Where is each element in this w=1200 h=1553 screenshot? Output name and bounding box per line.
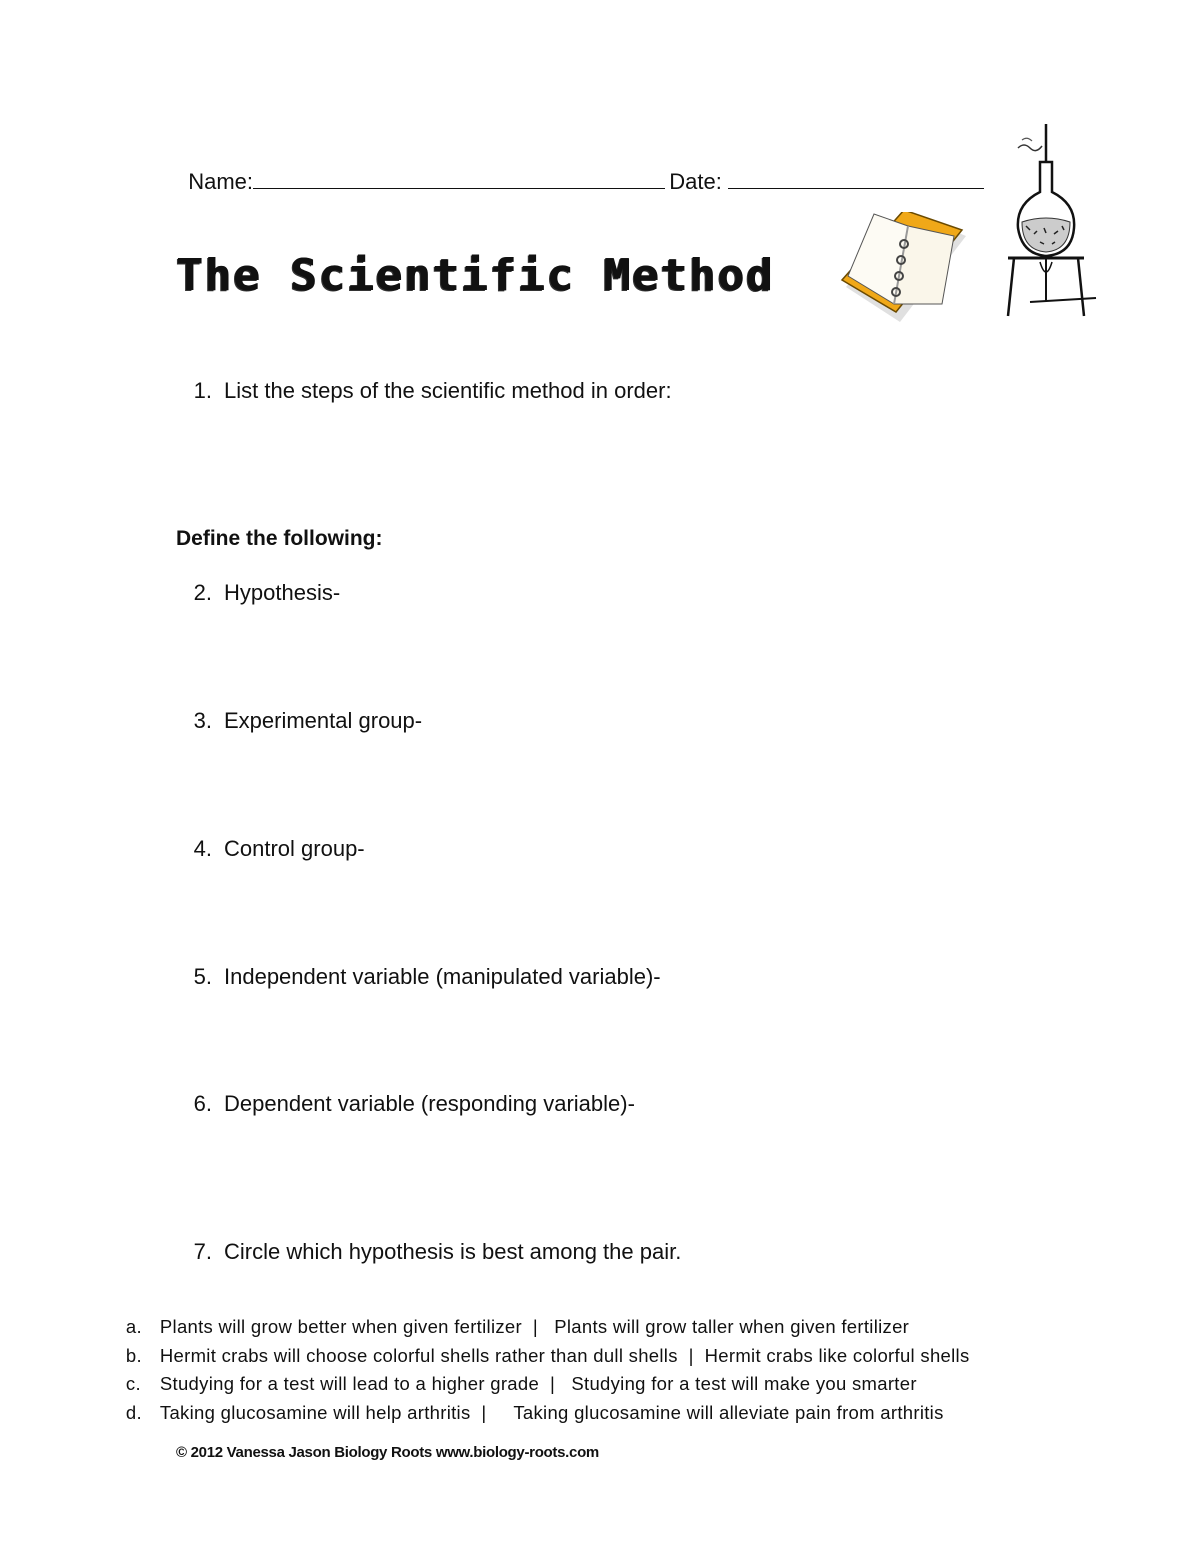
question-number: 5.	[193, 964, 212, 989]
page-title: The Scientific Method	[176, 250, 775, 301]
question-text: Independent variable (manipulated variable)-	[224, 964, 661, 989]
definition-experimental-group	[176, 708, 422, 734]
name-field[interactable]	[176, 142, 665, 195]
question-number: 2.	[193, 580, 212, 605]
date-field[interactable]	[657, 142, 984, 195]
pair-letter: c.	[125, 1373, 141, 1394]
question-number: 7.	[193, 1239, 212, 1264]
definition-control-group	[176, 836, 365, 862]
copyright-footer: © 2012 Vanessa Jason Biology Roots www.biology-roots.com	[176, 1444, 599, 1461]
name-blank[interactable]	[253, 168, 665, 189]
question-text: Control group-	[224, 836, 365, 861]
definition-dependent-variable	[176, 1091, 635, 1117]
question-text: List the steps of the scientific method in order:	[224, 378, 672, 403]
define-heading: Define the following:	[176, 527, 383, 550]
definition-hypothesis	[176, 580, 340, 606]
name-label: Name:	[188, 169, 254, 194]
hypothesis-pair-d	[115, 1380, 944, 1424]
pair-text: Hermit crabs will choose colorful shells rather than dull shells | Hermit crabs like colorful shells	[159, 1345, 970, 1366]
pair-letter: a.	[125, 1316, 142, 1337]
question-text: Hypothesis-	[224, 580, 341, 605]
question-number: 3.	[193, 708, 212, 733]
question-number: 1.	[193, 378, 212, 403]
question-number: 6.	[193, 1091, 212, 1116]
question-7	[176, 1239, 681, 1265]
question-1	[176, 378, 672, 404]
pair-text: Plants will grow better when given fertilizer | Plants will grow taller when given fertilizer	[159, 1316, 910, 1337]
question-text: Dependent variable (responding variable)-	[224, 1091, 635, 1116]
question-text: Circle which hypothesis is best among the pair.	[224, 1239, 682, 1264]
pair-letter: b.	[125, 1345, 142, 1366]
question-text: Experimental group-	[224, 708, 423, 733]
notebook-icon	[838, 212, 970, 322]
date-blank[interactable]	[728, 168, 984, 189]
pair-text: Studying for a test will lead to a higher grade | Studying for a test will make you smarter	[159, 1373, 917, 1394]
pair-text: Taking glucosamine will help arthritis | Taking glucosamine will alleviate pain from arthritis	[159, 1402, 944, 1423]
date-label: Date:	[669, 169, 728, 194]
flask-on-stand-icon	[1000, 122, 1100, 322]
definition-independent-variable	[176, 964, 661, 990]
pair-letter: d.	[125, 1402, 142, 1423]
question-number: 4.	[193, 836, 212, 861]
